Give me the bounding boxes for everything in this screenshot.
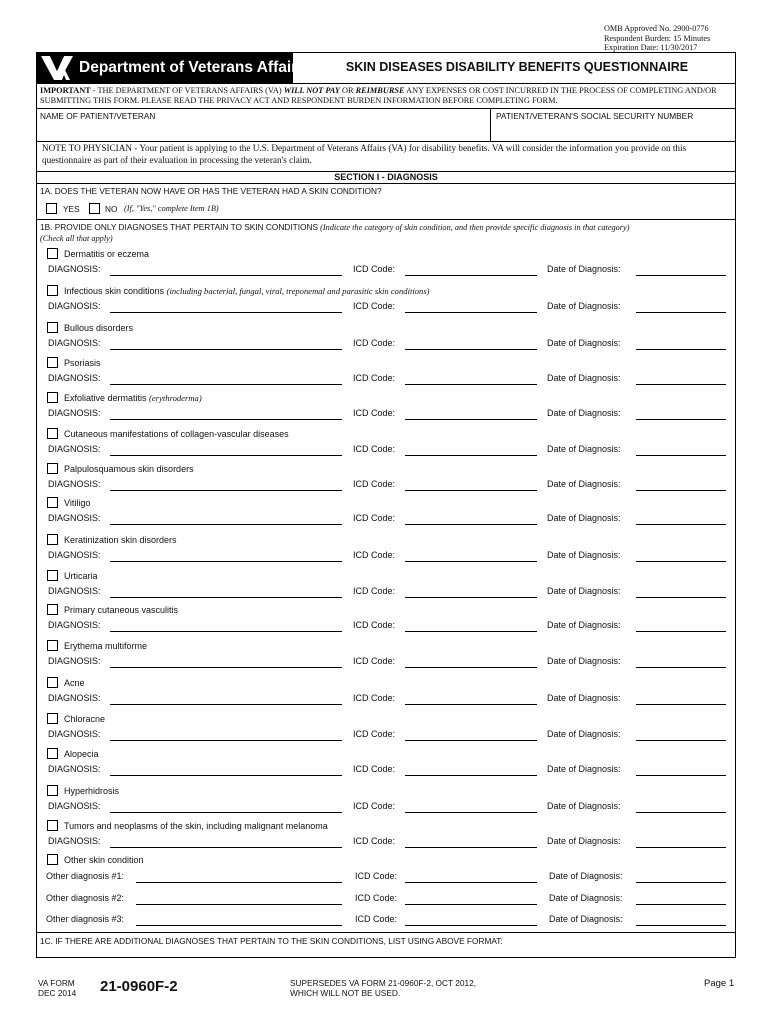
question-1b — [40, 222, 734, 244]
diagnosis-input[interactable] — [110, 667, 342, 668]
icd-code-input[interactable] — [405, 312, 537, 313]
diagnosis-label: DIAGNOSIS: — [48, 656, 101, 666]
date-of-diagnosis-label: Date of Diagnosis: — [549, 914, 623, 924]
diagnosis-input[interactable] — [110, 490, 342, 491]
date-of-diagnosis-label: Date of Diagnosis: — [547, 586, 621, 596]
condition-name: Chloracne — [64, 714, 106, 724]
condition-name: Exfoliative dermatitis — [64, 393, 147, 403]
icd-code-input[interactable] — [405, 631, 537, 632]
icd-code-label: ICD Code: — [353, 444, 396, 454]
condition-label — [64, 786, 119, 796]
date-of-diagnosis-input[interactable] — [636, 847, 726, 848]
va-seal-icon — [41, 55, 73, 81]
footer-supersedes-line1: SUPERSEDES VA FORM 21-0960F-2, OCT 2012, — [290, 978, 476, 988]
date-of-diagnosis-label: Date of Diagnosis: — [547, 729, 621, 739]
footer-va-form: VA FORM — [38, 978, 75, 988]
diagnosis-input[interactable] — [110, 524, 342, 525]
date-of-diagnosis-label: Date of Diagnosis: — [547, 408, 621, 418]
important-or: OR — [339, 86, 356, 95]
patient-info-row — [36, 108, 736, 142]
date-of-diagnosis-input[interactable] — [636, 925, 726, 926]
diagnosis-input[interactable] — [110, 312, 342, 313]
diagnosis-input[interactable] — [110, 384, 342, 385]
condition-checkbox[interactable] — [47, 748, 58, 759]
diagnosis-input[interactable] — [110, 455, 342, 456]
condition-label — [64, 358, 101, 368]
divider — [36, 932, 736, 933]
question-1b-note: (Indicate the category of skin condition, and then provide specific diagnosis in that category) — [320, 223, 630, 232]
other-diagnosis-label: Other diagnosis #3: — [46, 914, 125, 924]
reimburse: REIMBURSE — [355, 86, 405, 95]
omb-expiration: Expiration Date: 11/30/2017 — [604, 43, 698, 52]
date-of-diagnosis-label: Date of Diagnosis: — [547, 656, 621, 666]
icd-code-input[interactable] — [405, 524, 537, 525]
note-to-physician: NOTE TO PHYSICIAN - Your patient is applying to the U.S. Department of Veterans Affairs (VA) for disability benefits. VA will consider the information you provide on this questionnaire as part of their evaluation in processing the veteran's claim. — [42, 143, 687, 165]
condition-label — [64, 821, 328, 831]
date-of-diagnosis-input[interactable] — [636, 384, 726, 385]
other-skin-condition-label: Other skin condition — [64, 855, 144, 865]
icd-code-label: ICD Code: — [353, 301, 396, 311]
diagnosis-label: DIAGNOSIS: — [48, 373, 101, 383]
condition-checkbox[interactable] — [47, 285, 58, 296]
other-diagnosis-label: Other diagnosis #1: — [46, 871, 125, 881]
icd-code-input[interactable] — [405, 812, 537, 813]
icd-code-label: ICD Code: — [353, 656, 396, 666]
condition-label — [64, 498, 90, 508]
condition-checkbox[interactable] — [47, 785, 58, 796]
diagnosis-input[interactable] — [110, 275, 342, 276]
diagnosis-label: DIAGNOSIS: — [48, 444, 101, 454]
date-of-diagnosis-label: Date of Diagnosis: — [547, 620, 621, 630]
other-diagnosis-input[interactable] — [136, 925, 342, 926]
condition-checkbox[interactable] — [47, 248, 58, 259]
icd-code-input[interactable] — [405, 455, 537, 456]
icd-code-label: ICD Code: — [353, 550, 396, 560]
date-of-diagnosis-input[interactable] — [636, 667, 726, 668]
date-of-diagnosis-input[interactable] — [636, 812, 726, 813]
condition-checkbox[interactable] — [47, 497, 58, 508]
icd-code-input[interactable] — [405, 419, 537, 420]
condition-name: Erythema multiforme — [64, 641, 148, 651]
date-of-diagnosis-input[interactable] — [636, 419, 726, 420]
date-of-diagnosis-label: Date of Diagnosis: — [547, 373, 621, 383]
no-note: (If, "Yes," complete Item 1B) — [124, 204, 219, 213]
icd-code-label: ICD Code: — [353, 373, 396, 383]
date-of-diagnosis-label: Date of Diagnosis: — [547, 513, 621, 523]
condition-label — [64, 393, 202, 403]
va-header-block — [37, 53, 306, 83]
diagnosis-input[interactable] — [110, 597, 342, 598]
icd-code-input[interactable] — [405, 925, 537, 926]
condition-name: Palpulosquamous skin disorders — [64, 464, 194, 474]
footer-supersedes — [290, 978, 476, 998]
diagnosis-label: DIAGNOSIS: — [48, 693, 101, 703]
diagnosis-label: DIAGNOSIS: — [48, 729, 101, 739]
diagnosis-label: DIAGNOSIS: — [48, 479, 101, 489]
condition-name: Primary cutaneous vasculitis — [64, 605, 179, 615]
date-of-diagnosis-input[interactable] — [636, 904, 726, 905]
condition-name: Urticaria — [64, 571, 98, 581]
date-of-diagnosis-input[interactable] — [636, 704, 726, 705]
condition-label — [64, 641, 147, 651]
date-of-diagnosis-input[interactable] — [636, 597, 726, 598]
condition-label — [64, 678, 85, 688]
icd-code-input[interactable] — [405, 597, 537, 598]
condition-name: Alopecia — [64, 749, 99, 759]
question-1b-note2: (Check all that apply) — [40, 234, 113, 243]
diagnosis-label: DIAGNOSIS: — [48, 513, 101, 523]
condition-name: Psoriasis — [64, 358, 101, 368]
date-of-diagnosis-input[interactable] — [636, 882, 726, 883]
icd-code-label: ICD Code: — [353, 513, 396, 523]
omb-approved: OMB Approved No. 2900-0776 — [604, 24, 709, 33]
date-of-diagnosis-input[interactable] — [636, 455, 726, 456]
diagnosis-label: DIAGNOSIS: — [48, 338, 101, 348]
section-1-header: SECTION I - DIAGNOSIS — [36, 171, 736, 184]
yes-checkbox[interactable] — [46, 203, 57, 214]
icd-code-label: ICD Code: — [353, 479, 396, 489]
question-1a: 1A. DOES THE VETERAN NOW HAVE OR HAS THE VETERAN HAD A SKIN CONDITION? — [40, 186, 382, 196]
date-of-diagnosis-label: Date of Diagnosis: — [547, 550, 621, 560]
condition-label — [64, 605, 178, 615]
icd-code-label: ICD Code: — [353, 586, 396, 596]
question-1b-text: 1B. PROVIDE ONLY DIAGNOSES THAT PERTAIN TO SKIN CONDITIONS — [40, 222, 319, 232]
condition-name: Cutaneous manifestations of collagen-vascular diseases — [64, 429, 289, 439]
other-diagnosis-input[interactable] — [136, 904, 342, 905]
important-text2: ANY EXPENSES OR COST INCURRED IN THE PROCESS OF COMPLETING AND/OR SUBMITTING THIS FORM. PLEASE READ THE PRIVACY ACT AND RESPONDENT BURDEN INFORMATION BEFORE COMPLETING FORM. — [40, 86, 717, 105]
divider — [36, 219, 736, 220]
icd-code-label: ICD Code: — [353, 801, 396, 811]
diagnosis-input[interactable] — [110, 349, 342, 350]
diagnosis-input[interactable] — [110, 740, 342, 741]
field-divider — [490, 108, 491, 142]
icd-code-label: ICD Code: — [353, 764, 396, 774]
diagnosis-input[interactable] — [110, 704, 342, 705]
condition-checkbox[interactable] — [47, 428, 58, 439]
icd-code-input[interactable] — [405, 490, 537, 491]
icd-code-label: ICD Code: — [353, 620, 396, 630]
date-of-diagnosis-input[interactable] — [636, 740, 726, 741]
condition-checkbox[interactable] — [47, 640, 58, 651]
icd-code-input[interactable] — [405, 882, 537, 883]
date-of-diagnosis-label: Date of Diagnosis: — [547, 301, 621, 311]
condition-name: Bullous disorders — [64, 323, 134, 333]
date-of-diagnosis-label: Date of Diagnosis: — [547, 264, 621, 274]
diagnosis-input[interactable] — [110, 631, 342, 632]
condition-checkbox[interactable] — [47, 677, 58, 688]
footer-supersedes-line2: WHICH WILL NOT BE USED. — [290, 988, 401, 998]
date-of-diagnosis-input[interactable] — [636, 312, 726, 313]
other-diagnosis-label: Other diagnosis #2: — [46, 893, 125, 903]
icd-code-label: ICD Code: — [353, 729, 396, 739]
icd-code-label: ICD Code: — [353, 693, 396, 703]
condition-checkbox[interactable] — [47, 534, 58, 545]
diagnosis-label: DIAGNOSIS: — [48, 550, 101, 560]
condition-label — [64, 464, 194, 474]
icd-code-label: ICD Code: — [353, 338, 396, 348]
diagnosis-input[interactable] — [110, 812, 342, 813]
date-of-diagnosis-input[interactable] — [636, 275, 726, 276]
date-of-diagnosis-label: Date of Diagnosis: — [547, 764, 621, 774]
date-of-diagnosis-label: Date of Diagnosis: — [547, 836, 621, 846]
date-of-diagnosis-label: Date of Diagnosis: — [547, 444, 621, 454]
condition-checkbox[interactable] — [47, 604, 58, 615]
icd-code-input[interactable] — [405, 704, 537, 705]
icd-code-label: ICD Code: — [353, 408, 396, 418]
diagnosis-input[interactable] — [110, 775, 342, 776]
footer-page-number: Page 1 — [704, 978, 735, 989]
condition-note: (erythroderma) — [149, 393, 202, 403]
date-of-diagnosis-label: Date of Diagnosis: — [547, 693, 621, 703]
important-text1: - THE DEPARTMENT OF VETERANS AFFAIRS (VA) — [90, 86, 284, 95]
question-1c: 1C. IF THERE ARE ADDITIONAL DIAGNOSES THAT PERTAIN TO THE SKIN CONDITIONS, LIST USING ABOVE FORMAT: — [40, 936, 503, 946]
icd-code-label: ICD Code: — [355, 893, 398, 903]
date-of-diagnosis-label: Date of Diagnosis: — [547, 801, 621, 811]
condition-label — [64, 749, 99, 759]
condition-label — [64, 249, 149, 259]
condition-name: Acne — [64, 678, 85, 688]
diagnosis-input[interactable] — [110, 561, 342, 562]
icd-code-input[interactable] — [405, 740, 537, 741]
will-not-pay: WILL NOT PAY — [283, 86, 340, 95]
diagnosis-input[interactable] — [110, 419, 342, 420]
condition-checkbox[interactable] — [47, 820, 58, 831]
icd-code-label: ICD Code: — [355, 914, 398, 924]
diagnosis-label: DIAGNOSIS: — [48, 801, 101, 811]
important-lead: IMPORTANT — [40, 86, 91, 95]
diagnosis-input[interactable] — [110, 847, 342, 848]
condition-name: Dermatitis or eczema — [64, 249, 150, 259]
date-of-diagnosis-label: Date of Diagnosis: — [547, 338, 621, 348]
footer-form-info — [38, 978, 76, 998]
icd-code-input[interactable] — [405, 775, 537, 776]
date-of-diagnosis-input[interactable] — [636, 775, 726, 776]
condition-label — [64, 429, 289, 439]
icd-code-input[interactable] — [405, 275, 537, 276]
date-of-diagnosis-input[interactable] — [636, 490, 726, 491]
condition-name: Tumors and neoplasms of the skin, including malignant melanoma — [64, 821, 328, 831]
date-of-diagnosis-input[interactable] — [636, 524, 726, 525]
condition-note: (including bacterial, fungal, viral, treponemal and parasitic skin conditions) — [166, 286, 430, 296]
diagnosis-label: DIAGNOSIS: — [48, 264, 101, 274]
icd-code-input[interactable] — [405, 561, 537, 562]
condition-name: Infectious skin conditions — [64, 286, 165, 296]
date-of-diagnosis-label: Date of Diagnosis: — [549, 871, 623, 881]
no-checkbox[interactable] — [89, 203, 100, 214]
condition-label — [64, 571, 98, 581]
condition-checkbox[interactable] — [47, 570, 58, 581]
date-of-diagnosis-input[interactable] — [636, 349, 726, 350]
condition-label — [64, 714, 105, 724]
condition-label — [64, 323, 133, 333]
diagnosis-label: DIAGNOSIS: — [48, 586, 101, 596]
date-of-diagnosis-input[interactable] — [636, 561, 726, 562]
no-label: NO — [105, 204, 118, 214]
condition-label — [64, 286, 430, 296]
other-diagnosis-input[interactable] — [136, 882, 342, 883]
diagnosis-label: DIAGNOSIS: — [48, 620, 101, 630]
diagnosis-label: DIAGNOSIS: — [48, 301, 101, 311]
ssn-field[interactable]: PATIENT/VETERAN'S SOCIAL SECURITY NUMBER — [496, 111, 694, 121]
diagnosis-label: DIAGNOSIS: — [48, 836, 101, 846]
yes-label: YES — [63, 204, 80, 214]
footer-form-number: 21-0960F-2 — [100, 978, 178, 995]
condition-checkbox[interactable] — [47, 713, 58, 724]
omb-burden: Respondent Burden: 15 Minutes — [604, 33, 711, 43]
icd-code-input[interactable] — [405, 904, 537, 905]
icd-code-input[interactable] — [405, 847, 537, 848]
condition-name: Keratinization skin disorders — [64, 535, 177, 545]
condition-name: Hyperhidrosis — [64, 786, 120, 796]
date-of-diagnosis-input[interactable] — [636, 631, 726, 632]
date-of-diagnosis-label: Date of Diagnosis: — [549, 893, 623, 903]
icd-code-label: ICD Code: — [353, 836, 396, 846]
condition-checkbox[interactable] — [47, 463, 58, 474]
icd-code-input[interactable] — [405, 667, 537, 668]
diagnosis-label: DIAGNOSIS: — [48, 408, 101, 418]
condition-checkbox[interactable] — [47, 392, 58, 403]
agency-name: Department of Veterans Affairs — [79, 59, 306, 76]
icd-code-label: ICD Code: — [353, 264, 396, 274]
condition-checkbox[interactable] — [47, 322, 58, 333]
important-notice — [40, 86, 734, 106]
form-title: SKIN DISEASES DISABILITY BENEFITS QUESTIONNAIRE — [345, 60, 689, 74]
icd-code-input[interactable] — [405, 349, 537, 350]
icd-code-label: ICD Code: — [355, 871, 398, 881]
diagnosis-label: DIAGNOSIS: — [48, 764, 101, 774]
icd-code-input[interactable] — [405, 384, 537, 385]
other-skin-condition-checkbox[interactable] — [47, 854, 58, 865]
date-of-diagnosis-label: Date of Diagnosis: — [547, 479, 621, 489]
omb-info — [604, 24, 710, 53]
condition-name: Vitiligo — [64, 498, 91, 508]
patient-name-field[interactable]: NAME OF PATIENT/VETERAN — [40, 111, 156, 121]
condition-checkbox[interactable] — [47, 357, 58, 368]
condition-label — [64, 535, 177, 545]
footer-date: DEC 2014 — [38, 988, 77, 998]
